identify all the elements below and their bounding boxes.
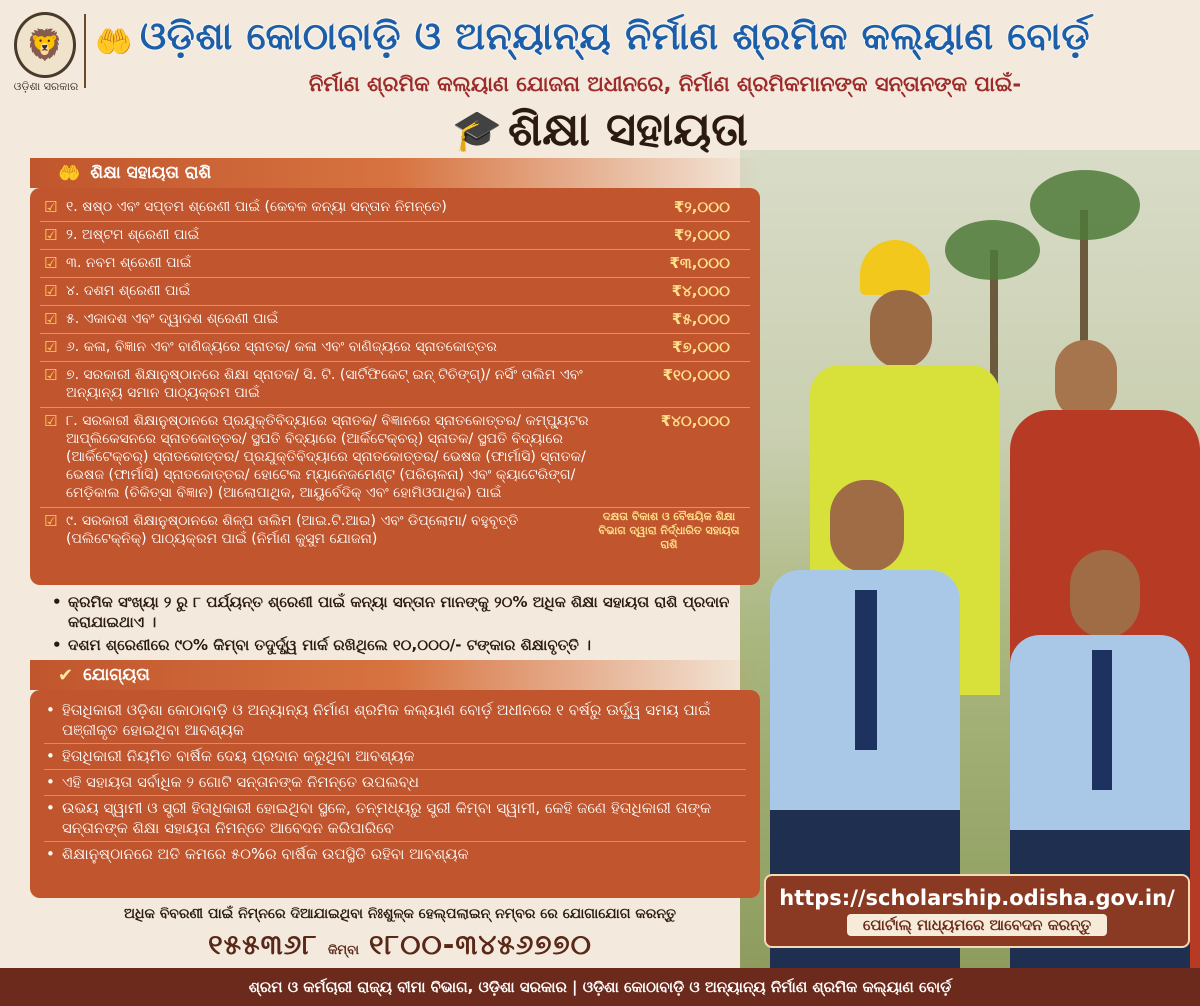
amount-row-text: ୪. ଦଶମ ଶ୍ରେଣୀ ପାଇଁ bbox=[66, 283, 191, 299]
portal-url-link[interactable]: https://scholarship.odisha.gov.in/ bbox=[779, 886, 1175, 910]
helpline-or: କିମ୍ବା bbox=[327, 943, 359, 958]
header-divider bbox=[84, 14, 86, 88]
amount-row bbox=[40, 278, 750, 306]
amount-note: ଦକ୍ଷତା ବିକାଶ ଓ ବୈଷୟିକ ଶିକ୍ଷା ବିଭାଗ ଦ୍ୱାରା ନିର୍ଦ୍ଧାରିତ ସହାୟତା ରାଶି bbox=[598, 510, 740, 551]
helpline-number-2[interactable]: ୧୮୦୦-୩୪୫୬୭୭୦ bbox=[368, 928, 592, 961]
govt-caption: ଓଡ଼ିଶା ସରକାର bbox=[13, 80, 79, 93]
boy-face bbox=[830, 480, 904, 572]
portal-label: ପୋର୍ଟାଲ୍ ମାଧ୍ୟମରେ ଆବେଦନ କରନ୍ତୁ bbox=[847, 914, 1107, 936]
family-photo bbox=[740, 150, 1200, 970]
amount-row-text: ୮. ସରକାରୀ ଶିକ୍ଷାନୁଷ୍ଠାନରେ ପ୍ରଯୁକ୍ତିବିଦ୍ୟାରେ ସ୍ନାତକ/ ବିଜ୍ଞାନରେ ସ୍ନାତକୋତ୍ତର/ କମ୍ପ୍ୟୁଟର ଆପ୍ଲିକେସନରେ ସ୍ନାତକୋତ୍ତର/ ସ୍ଥପତି ବିଦ୍ୟାରେ (ଆର୍କିଟେକ୍ଚର୍) ସ୍ନାତକ/ ସ୍ଥପତି ବିଦ୍ୟାରେ (ଆର୍କିଟେକ୍ଚର୍) ସ୍ନାତକୋତ୍ତର/ ପ୍ରଯୁକ୍ତିବିଦ୍ୟାରେ ସ୍ନାତକୋତ୍ତର/ ଭେଷଜ (ଫାର୍ମାସି) ସ୍ନାତକ/ ଭେଷଜ (ଫାର୍ମାସି) ସ୍ନାତକୋତ୍ତର/ ହୋଟେଲ ମ୍ୟାନେଜମେଣ୍ଟ (ପରିଚାଳନା) ଏବଂ କ୍ୟାଟେରିଙ୍ଗ/ ମେଡ଼ିକାଲ (ଚିକିତ୍ସା ବିଜ୍ଞାନ) (ଆଲୋପାଥିକ, ଆୟୁର୍ବେଦିକ୍ ଏବଂ ହୋମିଓପାଥିକ) ପାଇଁ bbox=[66, 413, 589, 501]
checkbox-icon: ☑ bbox=[44, 338, 58, 356]
father-face bbox=[870, 290, 932, 368]
eligibility-panel bbox=[30, 690, 760, 898]
amount-row bbox=[40, 334, 750, 362]
odisha-govt-emblem-icon bbox=[14, 12, 76, 78]
amount-row-text: ୬. କଳା, ବିଜ୍ଞାନ ଏବଂ ବାଣିଜ୍ୟରେ ସ୍ନାତକ/ କଳା ଏବଂ ବାଣିଜ୍ୟରେ ସ୍ନାତକୋତ୍ତର bbox=[66, 339, 497, 355]
checkbox-icon: ☑ bbox=[44, 412, 58, 430]
amount-value: ₹୩,୦୦୦ bbox=[669, 254, 730, 272]
notes-list bbox=[52, 592, 742, 658]
eligibility-section-heading bbox=[30, 660, 760, 690]
lion-icon: 🦁 bbox=[26, 27, 64, 63]
amount-value: ₹୭,୦୦୦ bbox=[672, 338, 730, 356]
board-title: ଓଡ଼ିଶା କୋଠାବାଡ଼ି ଓ ଅନ୍ୟାନ୍ୟ ନିର୍ମାଣ ଶ୍ରମିକ କଲ୍ୟାଣ ବୋର୍ଡ଼ bbox=[140, 14, 1091, 58]
amount-row bbox=[40, 508, 750, 553]
amount-row bbox=[40, 222, 750, 250]
hand-coin-icon: 🤲 bbox=[58, 162, 81, 184]
amount-row-text: ୩. ନବମ ଶ୍ରେଣୀ ପାଇଁ bbox=[66, 255, 192, 271]
scheme-title-text: ଶିକ୍ଷା ସହାୟତା bbox=[508, 102, 748, 156]
portal-box bbox=[764, 874, 1190, 948]
checkbox-icon: ☑ bbox=[44, 366, 58, 384]
note-item: • ଦଶମ ଶ୍ରେଣୀରେ ୯୦% କିମ୍ବା ତଦୁର୍ଦ୍ଧ୍ୱ ମାର୍କ ରଖିଥିଲେ ୧୦,୦୦୦/- ଟଙ୍କାର ଶିକ୍ଷାବୃତ୍ତି । bbox=[52, 635, 742, 655]
helpline-number-1[interactable]: ୧୫୫୩୬୮ bbox=[208, 928, 318, 961]
scheme-title bbox=[340, 102, 860, 158]
checkbox-icon: ☑ bbox=[44, 310, 58, 328]
eligibility-item: • ଉଭୟ ସ୍ୱାମୀ ଓ ସ୍ତ୍ରୀ ହିତାଧିକାରୀ ହୋଇଥିବା ସ୍ଥଳେ, ତନ୍ମଧ୍ୟରୁ ସ୍ତ୍ରୀ କିମ୍ବା ସ୍ୱାମୀ, କେହି ଜଣେ ହିତାଧିକାରୀ ତାଙ୍କ ସନ୍ତାନଙ୍କ ଶିକ୍ଷା ସହାୟତା ନିମନ୍ତେ ଆବେଦନ କରିପାରିବେ bbox=[44, 796, 746, 842]
palm-leaves bbox=[1030, 170, 1140, 240]
amount-value: ₹୧୦,୦୦୦ bbox=[662, 366, 730, 384]
amount-row-text: ୯. ସରକାରୀ ଶିକ୍ଷାନୁଷ୍ଠାନରେ ଶିଳ୍ପ ତାଲିମ (ଆଇ.ଟି.ଆଇ) ଏବଂ ଡିପ୍ଲୋମା/ ବହୁବୃତ୍ତି (ପଲିଟେକ୍ନିକ୍) ପାଠ୍ୟକ୍ରମ ପାଇଁ (ନିର୍ମାଣ କୁସୁମ ଯୋଜନା) bbox=[66, 513, 519, 547]
amount-value: ₹୪,୦୦୦ bbox=[671, 282, 730, 300]
checkbox-icon: ☑ bbox=[44, 512, 58, 530]
checkbox-icon: ☑ bbox=[44, 254, 58, 272]
girl-tie bbox=[1092, 650, 1112, 790]
helmet bbox=[860, 240, 930, 295]
palm-leaves bbox=[945, 220, 1040, 280]
checkbox-icon: ☑ bbox=[44, 282, 58, 300]
checkbox-icon: ☑ bbox=[44, 198, 58, 216]
amount-section-heading bbox=[30, 158, 760, 188]
helpline-text: ଅଧିକ ବିବରଣୀ ପାଇଁ ନିମ୍ନରେ ଦିଆଯାଇଥିବା ନିଃଶୁଳ୍କ ହେଲ୍ପଲାଇନ୍ ନମ୍ବର ରେ ଯୋଗାଯୋଗ କରନ୍ତୁ bbox=[124, 906, 676, 922]
amount-row bbox=[40, 250, 750, 278]
amount-row bbox=[40, 362, 750, 408]
amount-panel bbox=[30, 188, 760, 585]
hands-icon: 🤲 bbox=[95, 24, 133, 60]
header bbox=[0, 0, 1200, 160]
amount-value: ₹୪୦,୦୦୦ bbox=[660, 412, 730, 430]
amount-row-text: ୨. ଅଷ୍ଟମ ଶ୍ରେଣୀ ପାଇଁ bbox=[66, 227, 200, 243]
amount-value: ₹୨,୦୦୦ bbox=[673, 198, 730, 216]
scheme-subtitle: ନିର୍ମାଣ ଶ୍ରମିକ କଲ୍ୟାଣ ଯୋଜନା ଅଧୀନରେ, ନିର୍ମାଣ ଶ୍ରମିକମାନଙ୍କ ସନ୍ତାନଙ୍କ ପାଇଁ- bbox=[308, 72, 1022, 96]
amount-row-text: ୭. ସରକାରୀ ଶିକ୍ଷାନୁଷ୍ଠାନରେ ଶିକ୍ଷା ସ୍ନାତକ/ ସି. ଟି. (ସାର୍ଟିଫିକେଟ୍ ଇନ୍ ଟିଚିଙ୍ଗ୍)/ ନର୍ସିଂ ତାଲିମ ଏବଂ ଅନ୍ୟାନ୍ୟ ସମାନ ପାଠ୍ୟକ୍ରମ ପାଇଁ bbox=[66, 367, 583, 401]
graduation-cap-icon: 🎓 bbox=[452, 107, 503, 154]
amount-row-text: ୫. ଏକାଦଶ ଏବଂ ଦ୍ୱାଦଶ ଶ୍ରେଣୀ ପାଇଁ bbox=[66, 311, 279, 327]
amount-row bbox=[40, 194, 750, 222]
amount-value: ₹୨,୦୦୦ bbox=[673, 226, 730, 244]
amount-row bbox=[40, 408, 750, 508]
amount-value: ₹୫,୦୦୦ bbox=[671, 310, 730, 328]
amount-row bbox=[40, 306, 750, 334]
amount-section-title: ଶିକ୍ଷା ସହାୟତା ରାଶି bbox=[90, 163, 212, 183]
eligibility-item: • ଏହି ସହାୟତା ସର୍ବାଧିକ ୨ ଗୋଟି ସନ୍ତାନଙ୍କ ନିମନ୍ତେ ଉପଲବ୍ଧ bbox=[44, 770, 746, 796]
boy-tie bbox=[855, 590, 877, 750]
eligibility-item: • ଶିକ୍ଷାନୁଷ୍ଠାନରେ ଅତି କମରେ ୫୦%ର ବାର୍ଷିକ ଉପସ୍ଥିତି ରହିବା ଆବଶ୍ୟକ bbox=[44, 842, 746, 867]
helpline-numbers bbox=[40, 928, 760, 962]
footer-text: ଶ୍ରମ ଓ କର୍ମଚାରୀ ରାଜ୍ୟ ବୀମା ବିଭାଗ, ଓଡ଼ିଶା ସରକାର | ଓଡ଼ିଶା କୋଠାବାଡ଼ି ଓ ଅନ୍ୟାନ୍ୟ ନିର୍ମାଣ ଶ୍ରମିକ କଲ୍ୟାଣ ବୋର୍ଡ଼ bbox=[248, 978, 952, 996]
note-item: • କ୍ରମିକ ସଂଖ୍ୟା ୨ ରୁ ୮ ପର୍ଯ୍ୟନ୍ତ ଶ୍ରେଣୀ ପାଇଁ କନ୍ୟା ସନ୍ତାନ ମାନଙ୍କୁ ୨୦% ଅଧିକ ଶିକ୍ଷା ସହାୟତା ରାଶି ପ୍ରଦାନ କରାଯାଇଥାଏ । bbox=[52, 592, 742, 632]
eligibility-item: • ହିତାଧିକାରୀ ନିୟମିତ ବାର୍ଷିକ ଦେୟ ପ୍ରଦାନ କରୁଥିବା ଆବଶ୍ୟକ bbox=[44, 744, 746, 770]
eligibility-section-title: ଯୋଗ୍ୟତା bbox=[83, 665, 150, 685]
board-logo-icon bbox=[92, 14, 136, 70]
mother-face bbox=[1055, 340, 1117, 420]
check-badge-icon: ✔ bbox=[58, 664, 74, 686]
checkbox-icon: ☑ bbox=[44, 226, 58, 244]
eligibility-item: • ହିତାଧିକାରୀ ଓଡ଼ିଶା କୋଠାବାଡ଼ି ଓ ଅନ୍ୟାନ୍ୟ ନିର୍ମାଣ ଶ୍ରମିକ କଲ୍ୟାଣ ବୋର୍ଡ଼ ଅଧୀନରେ ୧ ବର୍ଷରୁ ଊର୍ଦ୍ଧ୍ୱ ସମୟ ପାଇଁ ପଞ୍ଜୀକୃତ ହୋଇଥିବା ଆବଶ୍ୟକ bbox=[44, 698, 746, 744]
girl-face bbox=[1070, 550, 1140, 638]
amount-row-text: ୧. ଷଷ୍ଠ ଏବଂ ସପ୍ତମ ଶ୍ରେଣୀ ପାଇଁ (କେବଳ କନ୍ୟା ସନ୍ତାନ ନିମନ୍ତେ) bbox=[66, 199, 447, 215]
footer bbox=[0, 968, 1200, 1006]
